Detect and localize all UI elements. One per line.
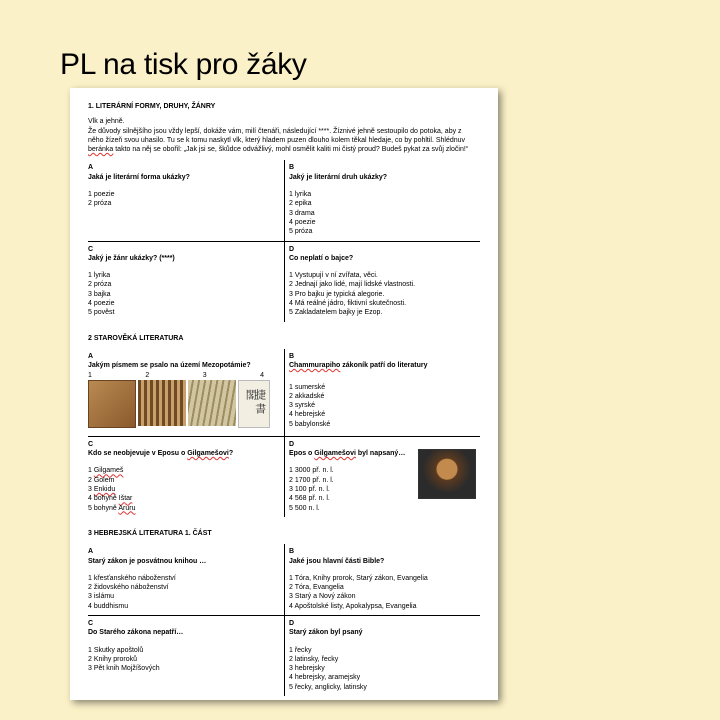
option: 1 lyrika — [289, 191, 312, 199]
option: 1 Tóra, Knihy prorok, Starý zákon, Evangelia — [289, 574, 428, 582]
option-text: 3 — [88, 486, 94, 494]
cell-letter: C — [88, 245, 94, 253]
cell-letter: C — [88, 440, 94, 448]
option: 5 Zakladatelem bajky je Ezop. — [289, 309, 383, 317]
option: 4 568 př. n. l. — [289, 495, 330, 503]
s1-cell-c — [88, 241, 284, 322]
option: 4 Apoštolské listy, Apokalypsa, Evangelia — [289, 602, 417, 610]
cuneiform-tablet-image — [88, 380, 136, 428]
cell-letter: A — [88, 352, 94, 360]
s3-cell-d — [284, 615, 480, 696]
scroll-text: 捷 書 閣 — [244, 388, 266, 414]
option: 1 řecky — [289, 646, 312, 654]
s1-cell-d — [284, 241, 480, 322]
option: 2 Golem — [88, 476, 115, 484]
option: 3 Pro bajku je typická alegorie. — [289, 290, 385, 298]
option: 2 akkadské — [289, 392, 325, 400]
s3-cell-b — [284, 544, 480, 615]
bamboo-slips-image — [188, 380, 236, 426]
spell-word: Gilgamešovi — [187, 450, 229, 458]
chinese-scroll-image — [238, 380, 270, 428]
cell-question: Do Starého zákona nepatří… — [88, 629, 184, 637]
s3-cell-a — [88, 544, 284, 615]
section-2-grid — [88, 349, 480, 517]
option: 1 3000 př. n. l. — [289, 467, 334, 475]
fable-title: Vlk a jehně. — [88, 118, 125, 126]
cell-letter: A — [88, 164, 94, 172]
fable-line-1: Že důvody silnějšího jsou vždy lepší, dokáže vám, milí čtenáři, následující ****. Žíznivé jehně sestoupilo do potoka, aby z — [88, 127, 462, 135]
option: 2 1700 př. n. l. — [289, 476, 334, 484]
cell-letter: D — [289, 619, 295, 627]
option: 1 Vystupují v ní zvířata, věci. — [289, 272, 378, 280]
option: 3 Pět knih Mojžíšových — [88, 665, 160, 673]
option: 1 lyrika — [88, 272, 111, 280]
option — [88, 485, 280, 494]
option: 1 poezie — [88, 191, 115, 199]
option: 5 řecky, anglicky, latinsky — [289, 683, 367, 691]
option: 4 buddhismu — [88, 602, 129, 610]
s1-cell-a — [88, 160, 284, 240]
option: 3 Starý a Nový zákon — [289, 593, 356, 601]
option: 4 Má reálné jádro, fiktivní skutečnosti. — [289, 300, 407, 308]
option: 3 syrské — [289, 402, 316, 410]
option: 5 babylonské — [289, 420, 331, 428]
option: 5 500 n. l. — [289, 504, 320, 512]
section-3-grid — [88, 544, 480, 696]
spell-word: Gilgamešovi — [314, 450, 356, 458]
slide-title: PL na tisk pro žáky — [60, 48, 307, 81]
cell-letter: B — [289, 548, 295, 556]
spell-word: Chammurapiho — [289, 362, 341, 370]
image-number: 3 — [202, 371, 207, 379]
option: 1 sumerské — [289, 383, 326, 391]
option — [88, 504, 280, 513]
image-number: 4 — [260, 371, 264, 379]
question-text: ? — [228, 450, 234, 458]
s2-cell-b — [284, 349, 480, 436]
option: 4 hebrejsky, aramejsky — [289, 674, 361, 682]
option: 3 islámu — [88, 593, 115, 601]
option: 5 próza — [289, 228, 313, 236]
option: 3 100 př. n. l. — [289, 486, 330, 494]
option-text: 5 bohyně — [88, 504, 119, 512]
question-text: Kdo se neobjevuje v Eposu o — [88, 450, 188, 458]
s2-cell-d — [284, 436, 480, 517]
option: 2 epika — [289, 200, 312, 208]
spell-word: Enkidu — [93, 486, 116, 494]
option: 4 poezie — [88, 300, 115, 308]
cell-question: Co neplatí o bajce? — [289, 254, 354, 262]
gilgamesh-statue-image — [418, 449, 476, 499]
option: 1 Skutky apoštolů — [88, 646, 144, 654]
fable-line-2: něho žízeň svou uhasilo. Tu se k tomu naskytl vlk, který hladem puzen dlouho kolem těkal hledaje, co by pohltil. Shlédnuv — [88, 136, 466, 144]
section-2-heading: 2 STAROVĚKÁ LITERATURA — [88, 334, 184, 342]
fable-line-3-rest: takto na něj se obořil: „Jak jsi se, škůdce odvážlivý, mohl osmělit kaliti mi čistý proud? Budeš pykat za svůj zločin!“ — [113, 146, 469, 154]
cell-letter: D — [289, 440, 295, 448]
option-text: 4 bohyně — [88, 495, 119, 503]
cell-letter: D — [289, 245, 295, 253]
spell-word: Aruru — [118, 504, 136, 512]
option-text: 1 — [88, 467, 94, 475]
cell-question — [88, 449, 280, 458]
s3-cell-c — [88, 615, 284, 696]
section-3-heading: 3 HEBREJSKÁ LITERATURA 1. ČÁST — [88, 529, 212, 537]
script-images — [88, 380, 280, 428]
spell-word: beránka — [88, 146, 114, 154]
cell-question: Starý zákon je posvátnou knihou … — [88, 557, 207, 565]
spell-word: Ištar — [118, 495, 133, 503]
cell-letter: C — [88, 619, 94, 627]
s1-cell-b — [284, 160, 480, 240]
cell-question: Jaké jsou hlavní části Bible? — [289, 557, 385, 565]
section-1-grid — [88, 160, 480, 321]
option: 3 hebrejsky — [289, 665, 325, 673]
option: 1 křesťanského náboženství — [88, 574, 176, 582]
question-rest: zákoník patří do literatury — [340, 362, 428, 370]
image-number: 1 — [88, 371, 92, 379]
cell-question: Jaká je literární forma ukázky? — [88, 173, 190, 181]
option: 3 bajka — [88, 290, 111, 298]
option: 2 próza — [88, 200, 112, 208]
s2-cell-c — [88, 436, 284, 517]
section-1-heading: 1. LITERÁRNÍ FORMY, DRUHY, ŽÁNRY — [88, 103, 216, 110]
cell-question: Starý zákon byl psaný — [289, 629, 363, 637]
cell-letter: B — [289, 352, 295, 360]
cell-question: Jaký je žánr ukázky? (****) — [88, 254, 175, 262]
option: 2 latinsky, řecky — [289, 655, 339, 663]
option: 4 poezie — [289, 218, 316, 226]
fable-line-3 — [88, 145, 480, 154]
hieroglyph-image — [138, 380, 186, 426]
cell-question — [289, 361, 476, 370]
option — [88, 494, 280, 503]
cell-question: Jaký je literární druh ukázky? — [289, 173, 388, 181]
fable-text — [88, 117, 480, 154]
cell-letter: B — [289, 164, 295, 172]
option: 2 židovského náboženství — [88, 584, 169, 592]
s2-cell-a — [88, 349, 284, 436]
image-number: 2 — [145, 371, 150, 379]
question-text: Epos o — [289, 450, 315, 458]
option: 2 próza — [88, 281, 112, 289]
cell-question: Jakým písmem se psalo na území Mezopotámie? — [88, 362, 251, 370]
question-text: byl napsaný… — [355, 450, 406, 458]
cell-letter: A — [88, 548, 94, 556]
option — [88, 466, 280, 475]
worksheet-page — [70, 88, 498, 700]
image-numbers — [88, 371, 274, 380]
option: 3 drama — [289, 209, 315, 217]
spell-word: Gilgameš — [93, 467, 124, 475]
option: 5 pověst — [88, 309, 115, 317]
option: 2 Tóra, Evangelia — [289, 584, 344, 592]
option: 2 Jednají jako lidé, mají lidské vlastnosti. — [289, 281, 416, 289]
option: 4 hebrejské — [289, 411, 326, 419]
option: 2 Knihy proroků — [88, 655, 138, 663]
